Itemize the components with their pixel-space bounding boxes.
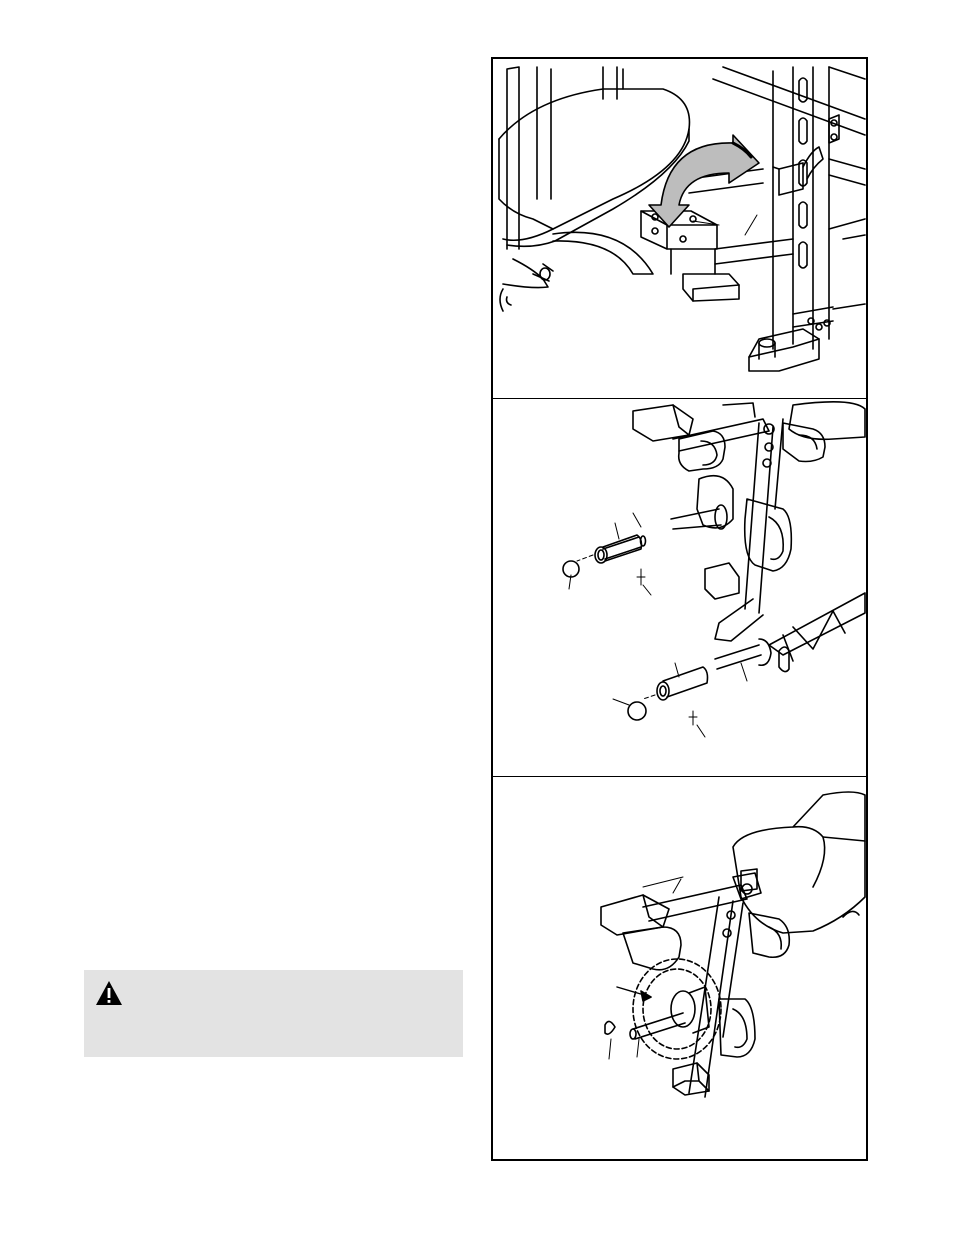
figure-panel-leg-lever: [491, 399, 868, 777]
figure-panel-weight-plate: [491, 777, 868, 1161]
warning-triangle-icon: [94, 979, 124, 1007]
weight-plate-illustration: [493, 777, 866, 1159]
bench-upright-illustration: [493, 59, 866, 399]
warning-box: [84, 970, 463, 1057]
leg-lever-illustration: [493, 399, 866, 776]
foot-cap: [705, 563, 739, 599]
figure-panel-bench-upright: [491, 57, 868, 399]
spring-clip: [605, 1021, 615, 1034]
